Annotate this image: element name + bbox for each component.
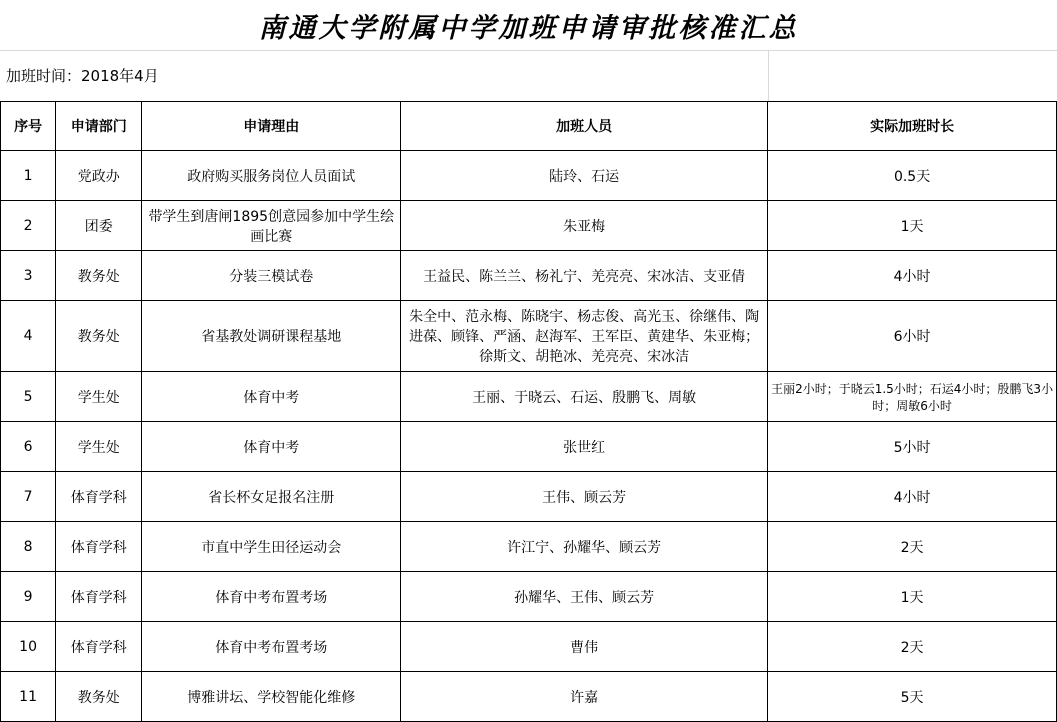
table-row [1,472,1057,522]
cell-staff[interactable]: 孙耀华、王伟、顾云芳 [401,572,768,622]
cell-index[interactable]: 5 [1,372,56,422]
cell-reason[interactable]: 省长杯女足报名注册 [142,472,401,522]
table-row [1,201,1057,251]
cell-duration[interactable]: 1天 [768,201,1057,251]
cell-index[interactable]: 10 [1,622,56,672]
table-row [1,372,1057,422]
cell-department[interactable]: 学生处 [56,422,142,472]
cell-index[interactable]: 4 [1,301,56,372]
cell-index[interactable]: 1 [1,151,56,201]
cell-index[interactable]: 7 [1,472,56,522]
cell-reason[interactable]: 政府购买服务岗位人员面试 [142,151,401,201]
header-department[interactable]: 申请部门 [56,102,142,151]
table-row [1,622,1057,672]
cell-staff[interactable]: 朱全中、范永梅、陈晓宇、杨志俊、高光玉、徐继伟、陶进葆、顾锋、严涵、赵海军、王军臣、黄建华、朱亚梅；徐斯文、胡艳冰、羌亮亮、宋冰洁 [401,301,768,372]
cell-department[interactable]: 教务处 [56,672,142,722]
cell-reason[interactable]: 博雅讲坛、学校智能化维修 [142,672,401,722]
cell-department[interactable]: 团委 [56,201,142,251]
cell-staff[interactable]: 王伟、顾云芳 [401,472,768,522]
table-header-row [1,102,1057,151]
table-row [1,151,1057,201]
overtime-table [0,101,1057,722]
header-staff[interactable]: 加班人员 [401,102,768,151]
cell-staff[interactable]: 王丽、于晓云、石运、殷鹏飞、周敏 [401,372,768,422]
header-index[interactable]: 序号 [1,102,56,151]
table-row [1,251,1057,301]
cell-department[interactable]: 体育学科 [56,472,142,522]
cell-duration[interactable]: 5小时 [768,422,1057,472]
cell-department[interactable]: 教务处 [56,251,142,301]
cell-staff[interactable]: 曹伟 [401,622,768,672]
cell-duration[interactable]: 6小时 [768,301,1057,372]
cell-index[interactable]: 6 [1,422,56,472]
cell-reason[interactable]: 体育中考 [142,372,401,422]
cell-duration[interactable]: 2天 [768,522,1057,572]
cell-reason[interactable]: 体育中考布置考场 [142,572,401,622]
cell-staff[interactable]: 朱亚梅 [401,201,768,251]
cell-department[interactable]: 学生处 [56,372,142,422]
header-duration[interactable]: 实际加班时长 [768,102,1057,151]
page-title: 南通大学附属中学加班申请审批核准汇总 [258,12,799,44]
period-row [0,50,1057,101]
cell-index[interactable]: 2 [1,201,56,251]
cell-reason[interactable]: 带学生到唐闸1895创意园参加中学生绘画比赛 [142,201,401,251]
table-row [1,301,1057,372]
cell-staff[interactable]: 张世红 [401,422,768,472]
cell-department[interactable]: 体育学科 [56,572,142,622]
cell-staff[interactable]: 许江宁、孙耀华、顾云芳 [401,522,768,572]
cell-reason[interactable]: 市直中学生田径运动会 [142,522,401,572]
period-label: 加班时间：2018年4月 [6,67,159,85]
cell-department[interactable]: 教务处 [56,301,142,372]
cell-duration[interactable]: 1天 [768,572,1057,622]
cell-department[interactable]: 体育学科 [56,522,142,572]
header-reason[interactable]: 申请理由 [142,102,401,151]
table-row [1,572,1057,622]
cell-duration[interactable]: 王丽2小时；于晓云1.5小时；石运4小时；殷鹏飞3小时；周敏6小时 [768,372,1057,422]
cell-index[interactable]: 11 [1,672,56,722]
cell-reason[interactable]: 体育中考 [142,422,401,472]
cell-duration[interactable]: 4小时 [768,472,1057,522]
table-row [1,522,1057,572]
cell-reason[interactable]: 体育中考布置考场 [142,622,401,672]
cell-index[interactable]: 8 [1,522,56,572]
cell-index[interactable]: 9 [1,572,56,622]
cell-staff[interactable]: 王益民、陈兰兰、杨礼宁、羌亮亮、宋冰洁、支亚倩 [401,251,768,301]
cell-department[interactable]: 体育学科 [56,622,142,672]
cell-duration[interactable]: 0.5天 [768,151,1057,201]
table-row [1,422,1057,472]
table-row [1,672,1057,722]
cell-department[interactable]: 党政办 [56,151,142,201]
cell-duration[interactable]: 5天 [768,672,1057,722]
cell-staff[interactable]: 陆玲、石运 [401,151,768,201]
cell-divider [768,51,769,101]
cell-reason[interactable]: 省基教处调研课程基地 [142,301,401,372]
cell-index[interactable]: 3 [1,251,56,301]
cell-reason[interactable]: 分装三模试卷 [142,251,401,301]
cell-duration[interactable]: 2天 [768,622,1057,672]
cell-staff[interactable]: 许嘉 [401,672,768,722]
cell-duration[interactable]: 4小时 [768,251,1057,301]
